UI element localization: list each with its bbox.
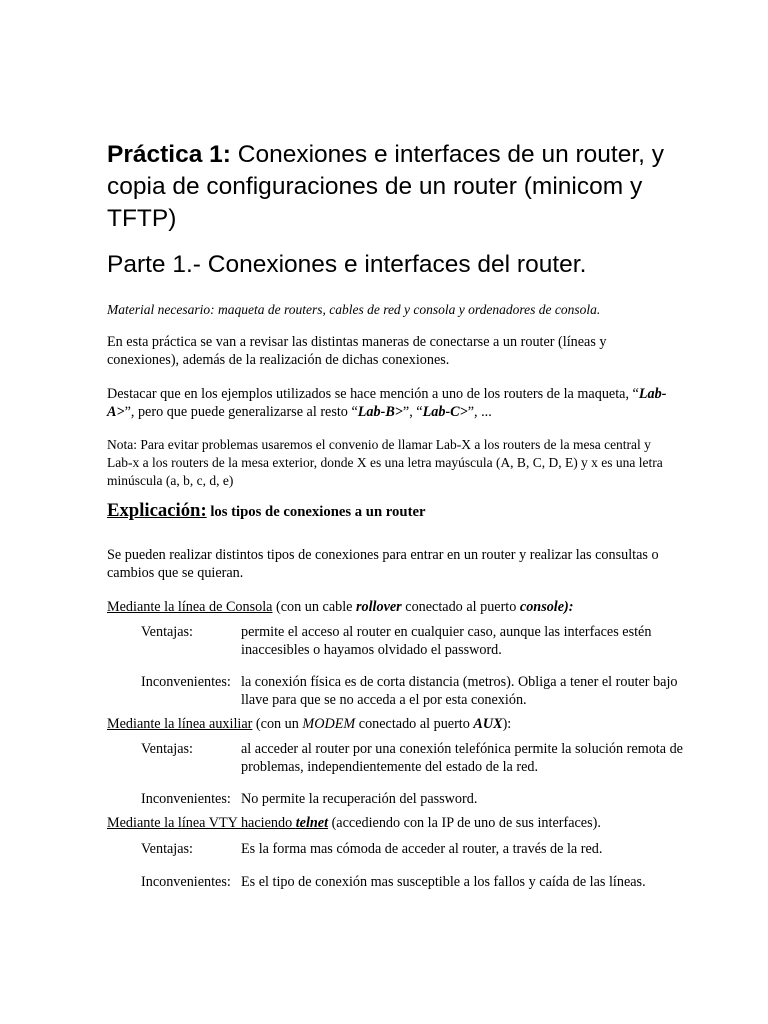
rollover-term: rollover <box>356 599 402 615</box>
aux-inconvenientes-text: No permite la recuperación del password. <box>241 791 478 807</box>
auxiliar-title: Mediante la línea auxiliar <box>107 716 253 732</box>
auxiliar-text-c: ): <box>502 716 512 732</box>
inconvenientes-label: Inconvenientes: <box>141 791 231 807</box>
explicacion-heading <box>107 500 426 522</box>
destacar-text-2: ”, pero que puede generalizarse al resto “ <box>124 404 358 420</box>
part-heading: Parte 1.- Conexiones e interfaces del router. <box>107 251 587 278</box>
telnet-term: telnet <box>295 815 329 831</box>
consola-inconvenientes-text: la conexión física es de corta distancia (metros). Obliga a tener el router bajo llave para que se no acceda a el por esta conexión. <box>241 674 678 708</box>
vty-title-text: Mediante la línea VTY haciendo <box>107 815 296 831</box>
ventajas-label: Ventajas: <box>141 741 194 757</box>
aux-ventajas-text: al acceder al router por una conexión telefónica permite la solución remota de problemas, independientemente del estado de la red. <box>241 741 683 775</box>
title-text: Conexiones e interfaces de un router, y copia de configuraciones de un router (minicom y TFTP) <box>107 141 665 232</box>
inconvenientes-label: Inconvenientes: <box>141 674 231 690</box>
auxiliar-text-a: (con un <box>252 716 303 732</box>
lab-b-prompt: Lab-B> <box>357 404 403 420</box>
lab-c-prompt: Lab-C> <box>422 404 468 420</box>
destacar-text-1: Destacar que en los ejemplos utilizados se hace mención a uno de los routers de la maqueta, “ <box>107 386 639 402</box>
inconvenientes-label: Inconvenientes: <box>141 874 231 890</box>
consola-inconvenientes-row <box>141 673 701 709</box>
vty-heading <box>107 814 667 832</box>
auxiliar-text-b: conectado al puerto <box>355 716 474 732</box>
aux-inconvenientes-row <box>141 790 701 808</box>
destacar-text-4: ”, ... <box>467 404 492 420</box>
destacar-text-3: ”, “ <box>402 404 423 420</box>
consola-title: Mediante la línea de Consola <box>107 599 273 615</box>
consola-heading <box>107 598 667 616</box>
page-title <box>107 139 707 235</box>
vty-text-rest: (accediendo con la IP de uno de sus interfaces). <box>328 815 601 831</box>
modem-term: MODEM <box>302 716 356 732</box>
consola-text-b: conectado al puerto <box>401 599 520 615</box>
explicacion-word: Explicación: <box>107 500 207 521</box>
material-note: Material necesario: maqueta de routers, cables de red y consola y ordenadores de consola. <box>107 302 601 317</box>
lab-a-prompt: Lab-A> <box>107 386 667 420</box>
ventajas-label: Ventajas: <box>141 624 194 640</box>
vty-ventajas-text: Es la forma mas cómoda de acceder al router, a través de la red. <box>241 841 603 857</box>
consola-ventajas-row <box>141 623 701 659</box>
consola-ventajas-text: permite el acceso al router en cualquier caso, aunque las interfaces estén inaccesibles o hayamos olvidado el password. <box>241 624 652 658</box>
explicacion-intro: Se pueden realizar distintos tipos de conexiones para entrar en un router y realizar las consultas o cambios que se quieran. <box>107 547 659 581</box>
aux-port-term: AUX <box>473 716 503 732</box>
vty-title <box>107 815 328 831</box>
destacar-paragraph <box>107 385 667 421</box>
vty-inconvenientes-row <box>141 873 701 891</box>
title-practice-label: Práctica 1: <box>107 141 231 168</box>
nota-paragraph: Nota: Para evitar problemas usaremos el convenio de llamar Lab-X a los routers de la mesa central y Lab-x a los routers de la mesa exterior, donde X es una letra mayúscula (A, B, C, D, E) y x es una letra minúscula (a, b, c, d, e) <box>107 437 663 488</box>
console-port-term: console <box>519 599 565 615</box>
consola-text-a: (con un cable <box>272 599 356 615</box>
aux-ventajas-row <box>141 740 701 776</box>
explicacion-subtitle: los tipos de conexiones a un router <box>206 504 426 520</box>
consola-text-c: ): <box>564 599 574 615</box>
vty-ventajas-row <box>141 840 701 858</box>
intro-paragraph: En esta práctica se van a revisar las distintas maneras de conectarse a un router (líneas y conexiones), además de la realización de dichas conexiones. <box>107 334 607 368</box>
auxiliar-heading <box>107 715 667 733</box>
vty-inconvenientes-text: Es el tipo de conexión mas susceptible a los fallos y caída de las líneas. <box>241 874 646 890</box>
ventajas-label: Ventajas: <box>141 841 194 857</box>
